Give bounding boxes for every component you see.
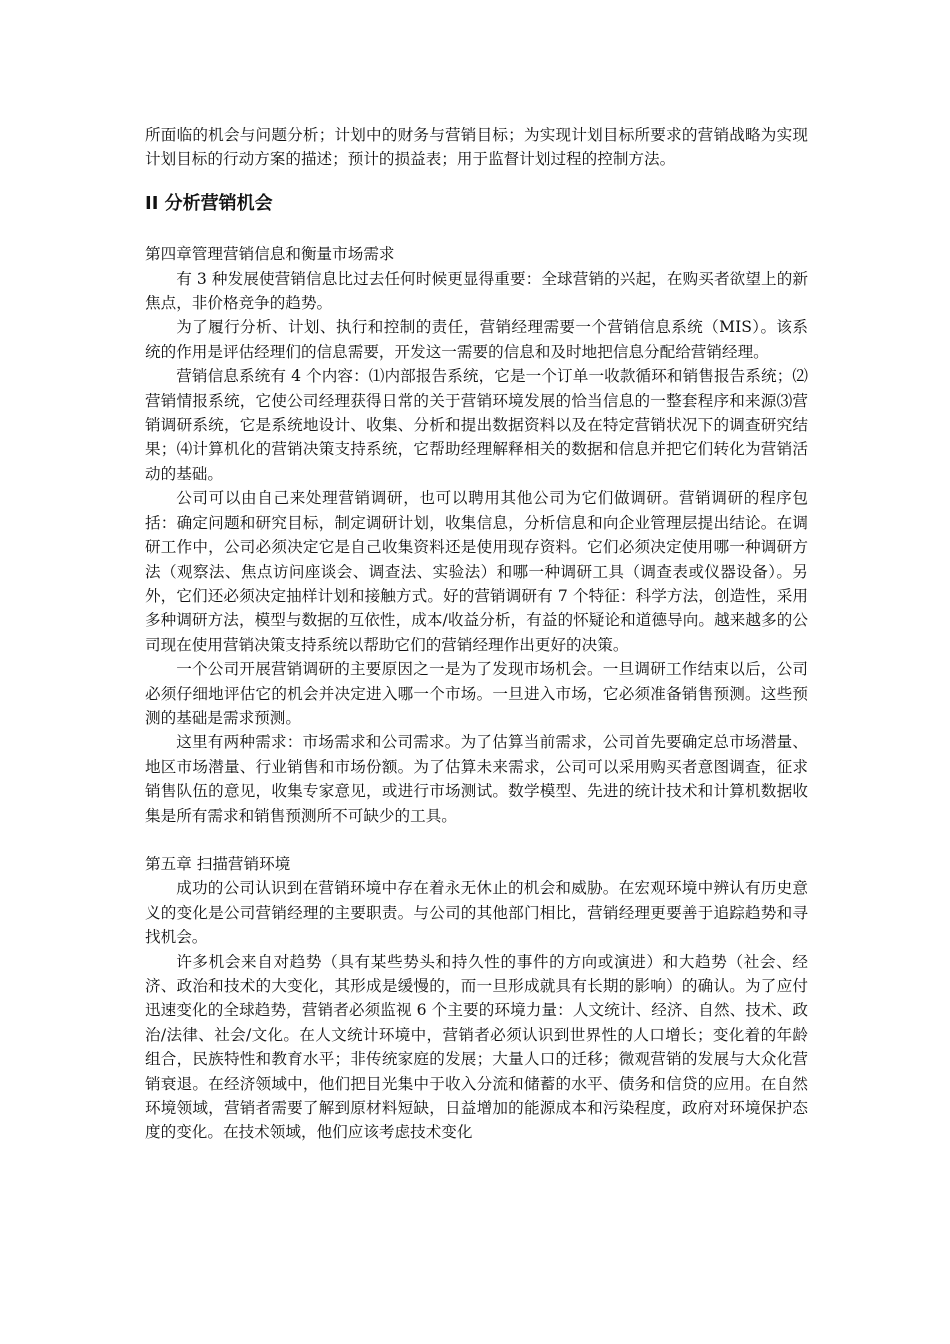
chapter-4-paragraph: 营销信息系统有 4 个内容：⑴内部报告系统，它是一个订单一收款循环和销售报告系统；⑵营销情报系统，它使公司经理获得日常的关于营销环境发展的恰当信息的一整套程序和来源⑶营销调研系统，它是系统地设计、收集、分析和提出数据资料以及在特定营销状况下的调查研究结果；⑷计算机化的营销决策支持系统，它帮助经理解释相关的数据和信息并把它们转化为营销活动的基础。 xyxy=(145,367,808,483)
chapter-4-paragraph: 这里有两种需求：市场需求和公司需求。为了估算当前需求，公司首先要确定总市场潜量、地区市场潜量、行业销售和市场份额。为了估算未来需求，公司可以采用购买者意图调查，征求销售队伍的意见，收集专家意见，或进行市场测试。数学模型、先进的统计技术和计算机数据收集是所有需求和销售预测所不可缺少的工具。 xyxy=(145,733,808,825)
chapter-4-paragraph: 有 3 种发展使营销信息比过去任何时候更显得重要：全球营销的兴起，在购买者欲望上的新焦点，非价格竞争的趋势。 xyxy=(145,269,808,313)
chapter-5-title: 第五章 扫描营销环境 xyxy=(145,854,291,873)
chapter-4-paragraph: 一个公司开展营销调研的主要原因之一是为了发现市场机会。一旦调研工作结束以后，公司必须仔细地评估它的机会并决定进入哪一个市场。一旦进入市场，它必须准备销售预测。这些预测的基础是需求预测。 xyxy=(145,660,808,727)
chapter-4-paragraph: 公司可以由自己来处理营销调研，也可以聘用其他公司为它们做调研。营销调研的程序包括：确定问题和研究目标，制定调研计划，收集信息，分析信息和向企业管理层提出结论。在调研工作中，公司必须决定它是自己收集资料还是使用现存资料。它们必须决定使用哪一种调研方法（观察法、焦点访问座谈会、调查法、实验法）和哪一种调研工具（调查表或仪器设备）。另外，它们还必须决定抽样计划和接触方式。好的营销调研有 7 个特征：科学方法，创造性，采用多种调研方法，模型与数据的互依性，成本/收益分析，有益的怀疑论和道德导向。越来越多的公司现在使用营销决策支持系统以帮助它们的营销经理作出更好的决策。 xyxy=(145,489,808,654)
chapter-5-paragraph: 成功的公司认识到在营销环境中存在着永无休止的机会和威胁。在宏观环境中辨认有历史意义的变化是公司营销经理的主要职责。与公司的其他部门相比，营销经理更要善于追踪趋势和寻找机会。 xyxy=(145,879,808,947)
chapter-4-title: 第四章管理营销信息和衡量市场需求 xyxy=(145,245,395,264)
intro-paragraph: 所面临的机会与问题分析；计划中的财务与营销目标；为实现计划目标所要求的营销战略为实现计划目标的行动方案的描述；预计的损益表；用于监督计划过程的控制方法。 xyxy=(145,126,808,169)
document-page xyxy=(145,123,808,1145)
chapter-5-paragraph: 许多机会来自对趋势（具有某些势头和持久性的事件的方向或演进）和大趋势（社会、经济、政治和技术的大变化，其形成是缓慢的，而一旦形成就具有长期的影响）的确认。为了应付迅速变化的全球趋势，营销者必须监视 6 个主要的环境力量：人文统计、经济、自然、技术、政治/法律、社会/文化。在人文统计环境中，营销者必须认识到世界性的人口增长；变化着的年龄组合，民族特性和教育水平；非传统家庭的发展；大量人口的迁移；微观营销的发展与大众化营销衰退。在经济领域中，他们把目光集中于收入分流和储蓄的水平、债务和信贷的应用。在自然环境领域，营销者需要了解到原材料短缺，日益增加的能源成本和污染程度，政府对环境保护态度的变化。在技术领域，他们应该考虑技术变化 xyxy=(145,952,808,1142)
chapter-4-paragraph: 为了履行分析、计划、执行和控制的责任，营销经理需要一个营销信息系统（MIS）。该系统的作用是评估经理们的信息需要，开发这一需要的信息和及时地把信息分配给营销经理。 xyxy=(145,318,808,361)
section-heading: II 分析营销机会 xyxy=(145,192,273,214)
